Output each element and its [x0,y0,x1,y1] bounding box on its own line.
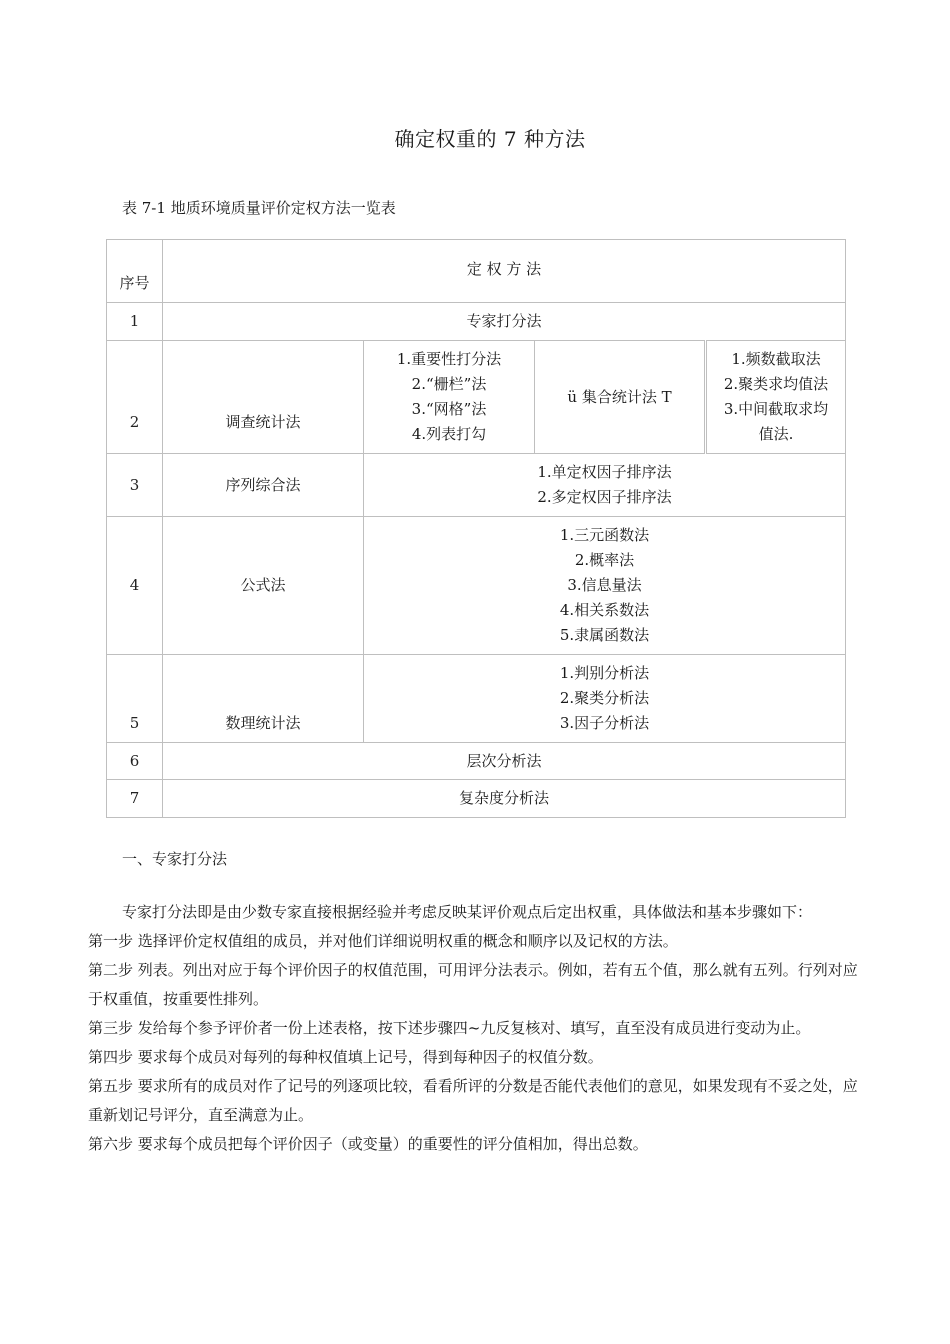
weighting-methods-table [106,239,846,818]
list-item: 4.相关系数法 [559,601,650,619]
row-details [364,454,846,517]
row-seq: 1 [107,303,163,341]
row-method: 专家打分法 [163,303,846,341]
step-paragraph: 第六步 要求每个成员把每个评价因子（或变量）的重要性的评分值相加，得出总数。 [88,1135,648,1153]
list-item: 2.概率法 [574,551,635,569]
list-item: 1.判别分析法 [559,664,650,682]
list-item: 3.中间截取求均 [723,400,829,418]
row-details [364,517,846,655]
row-seq: 3 [107,454,163,517]
list-item: 3.信息量法 [567,576,642,594]
row-seq: 6 [107,743,163,780]
row-method: 公式法 [163,517,364,655]
list-item: 1.重要性打分法 [396,350,502,368]
body-text [88,898,868,1159]
row-method: 层次分析法 [163,743,846,780]
row-seq: 4 [107,517,163,655]
table-row [107,655,846,743]
row-method: 数理统计法 [163,655,364,743]
list-item: 2.多定权因子排序法 [537,488,672,506]
row-seq: 2 [107,341,163,454]
header-seq [107,240,163,303]
row-method: 序列综合法 [163,454,364,517]
list-item: 2.聚类分析法 [559,689,650,707]
step-paragraph: 第三步 发给每个参予评价者一份上述表格，按下述步骤四~九反复核对、填写，直至没有成员进行变动为止。 [88,1019,811,1037]
table-caption: 表 7-1 地质环境质量评价定权方法一览表 [122,199,396,217]
survey-submethods-c [706,341,846,454]
step-paragraph: 第五步 要求所有的成员对作了记号的列逐项比较，看看所评的分数是否能代表他们的意见，如果发现有不妥之处，应重新划记号评分，直至满意为止。 [88,1077,858,1124]
row-method: 调查统计法 [163,341,364,454]
row-method: 复杂度分析法 [163,780,846,818]
table-row [107,517,846,655]
step-paragraph: 第二步 列表。列出对应于每个评价因子的权值范围，可用评分法表示。例如，若有五个值，那么就有五列。行列对应于权重值，按重要性排列。 [88,961,858,1008]
table-row [107,303,846,341]
section-heading: 一、专家打分法 [122,850,228,868]
list-item: 2.聚类求均值法 [723,375,829,393]
row-seq: 7 [107,780,163,818]
header-method: 定 权 方 法 [163,240,846,303]
list-item: 1.三元函数法 [559,526,650,544]
list-item: 5.隶属函数法 [559,626,650,644]
row-seq: 5 [107,655,163,743]
table-row [107,454,846,517]
survey-submethods-a [364,341,535,454]
step-paragraph: 第一步 选择评价定权值组的成员，并对他们详细说明权重的概念和顺序以及记权的方法。 [88,932,678,950]
list-item: 值法. [758,425,794,443]
list-item: 4.列表打勾 [411,425,487,443]
table-row [107,743,846,780]
survey-submethod-b: ü 集合统计法 T [535,341,706,454]
list-item: 1.单定权因子排序法 [537,463,672,481]
intro-paragraph: 专家打分法即是由少数专家直接根据经验并考虑反映某评价观点后定出权重，具体做法和基本步骤如下： [122,903,813,921]
header-seq-label: 序号 [119,274,150,292]
list-item: 1.频数截取法 [731,350,821,368]
list-item: 2.“栅栏”法 [411,375,487,393]
table-row [107,780,846,818]
row-details [364,655,846,743]
table-header-row [107,240,846,303]
step-paragraph: 第四步 要求每个成员对每列的每种权值填上记号，得到每种因子的权值分数。 [88,1048,603,1066]
list-item: 3.因子分析法 [559,714,650,732]
table-row [107,341,846,454]
page-title: 确定权重的 7 种方法 [394,127,586,151]
list-item: 3.“网格”法 [411,400,487,418]
